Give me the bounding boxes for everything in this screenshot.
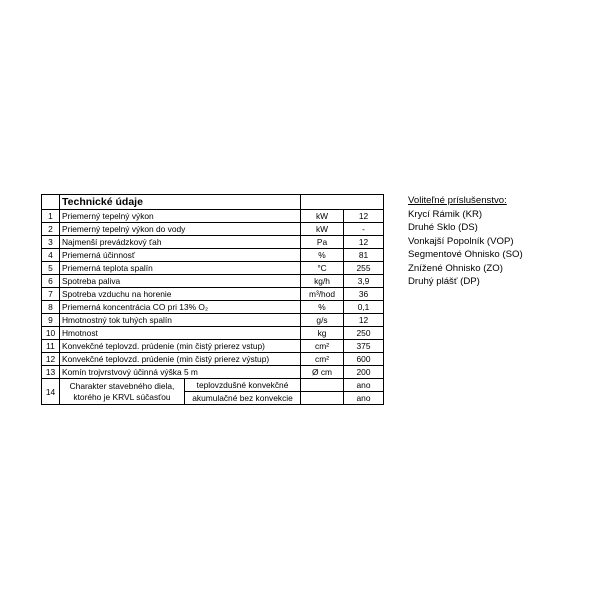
row-label: Najmenší prevádzkový ťah	[60, 236, 301, 249]
row-value: 81	[344, 249, 384, 262]
table-row	[42, 210, 384, 223]
row-sub-label: akumulačné bez konvekcie	[185, 392, 301, 405]
row-value: 12	[344, 210, 384, 223]
table-row	[42, 327, 384, 340]
row-sub-label: teplovzdušné konvekčné	[185, 379, 301, 392]
row-unit: Ø cm	[301, 366, 344, 379]
accessory-item: Druhý plášť (DP)	[408, 276, 480, 287]
row-label: Hmotnost	[60, 327, 301, 340]
row-unit: kW	[301, 210, 344, 223]
row-number: 12	[42, 353, 60, 366]
accessory-item: Druhé Sklo (DS)	[408, 222, 478, 233]
row-label: Spotreba paliva	[60, 275, 301, 288]
table-row	[42, 340, 384, 353]
row-number: 7	[42, 288, 60, 301]
accessory-item: Znížené Ohnisko (ZO)	[408, 262, 503, 274]
table-title: Technické údaje	[60, 195, 301, 210]
row-value: 250	[344, 327, 384, 340]
row-value: 0,1	[344, 301, 384, 314]
row-unit: kW	[301, 223, 344, 236]
table-row	[42, 379, 384, 392]
table-row	[42, 301, 384, 314]
row-label-line1: Charakter stavebného diela,	[69, 380, 175, 391]
row-label: Spotreba vzduchu na horenie	[60, 288, 301, 301]
table-row	[42, 223, 384, 236]
row-number: 11	[42, 340, 60, 353]
table-row	[42, 275, 384, 288]
row-number: 2	[42, 223, 60, 236]
accessory-item: Vonkajší Popolník (VOP)	[408, 235, 514, 247]
row-value: 255	[344, 262, 384, 275]
row-unit: %	[301, 249, 344, 262]
row-unit	[301, 379, 344, 392]
row-unit: m³/hod	[301, 288, 344, 301]
table-title-blank	[42, 195, 60, 210]
table-row	[42, 249, 384, 262]
row-value: 12	[344, 236, 384, 249]
row-value: ano	[344, 392, 384, 405]
row-value: 375	[344, 340, 384, 353]
row-value: 36	[344, 288, 384, 301]
row-label-line2: ktorého je KRVL súčasťou	[73, 391, 171, 402]
table-row	[42, 288, 384, 301]
technical-data-table	[41, 194, 384, 405]
row-number: 1	[42, 210, 60, 223]
row-label	[60, 379, 185, 405]
accessory-item: Segmentové Ohnisko (SO)	[408, 249, 523, 260]
row-unit: cm²	[301, 353, 344, 366]
row-number: 8	[42, 301, 60, 314]
row-label: Priemerná koncentrácia CO pri 13% O₂	[60, 301, 301, 314]
accessories-title: Voliteľné príslušenstvo:	[408, 195, 507, 206]
row-unit: °C	[301, 262, 344, 275]
row-number: 9	[42, 314, 60, 327]
table-title-row	[42, 195, 384, 210]
row-number: 3	[42, 236, 60, 249]
table-row	[42, 353, 384, 366]
row-value: 200	[344, 366, 384, 379]
row-value: 600	[344, 353, 384, 366]
row-label: Priemerná účinnosť	[60, 249, 301, 262]
table-row	[42, 314, 384, 327]
row-label: Priemerný tepelný výkon	[60, 210, 301, 223]
row-value: ano	[344, 379, 384, 392]
row-unit	[301, 392, 344, 405]
table-row	[42, 236, 384, 249]
row-number: 5	[42, 262, 60, 275]
row-unit: cm²	[301, 340, 344, 353]
row-unit: g/s	[301, 314, 344, 327]
row-label: Konvekčné teplovzd. prúdenie (min čistý prierez vstup)	[60, 340, 301, 353]
row-value: 3,9	[344, 275, 384, 288]
table-row	[42, 262, 384, 275]
row-label: Priemerná teplota spalín	[60, 262, 301, 275]
row-number: 4	[42, 249, 60, 262]
row-unit: kg	[301, 327, 344, 340]
accessories-list	[408, 194, 523, 289]
row-value: -	[344, 223, 384, 236]
row-number: 10	[42, 327, 60, 340]
row-unit: %	[301, 301, 344, 314]
row-label: Konvekčné teplovzd. prúdenie (min čistý prierez výstup)	[60, 353, 301, 366]
row-unit: kg/h	[301, 275, 344, 288]
row-number: 14	[42, 379, 60, 405]
table-row	[42, 366, 384, 379]
row-number: 13	[42, 366, 60, 379]
accessory-item: Krycí Rámik (KR)	[408, 208, 483, 220]
row-label: Komín trojvrstvový účinná výška 5 m	[60, 366, 301, 379]
row-label: Priemerný tepelný výkon do vody	[60, 223, 301, 236]
row-label: Hmotnostný tok tuhých spalín	[60, 314, 301, 327]
row-value: 12	[344, 314, 384, 327]
row-number: 6	[42, 275, 60, 288]
row-unit: Pa	[301, 236, 344, 249]
